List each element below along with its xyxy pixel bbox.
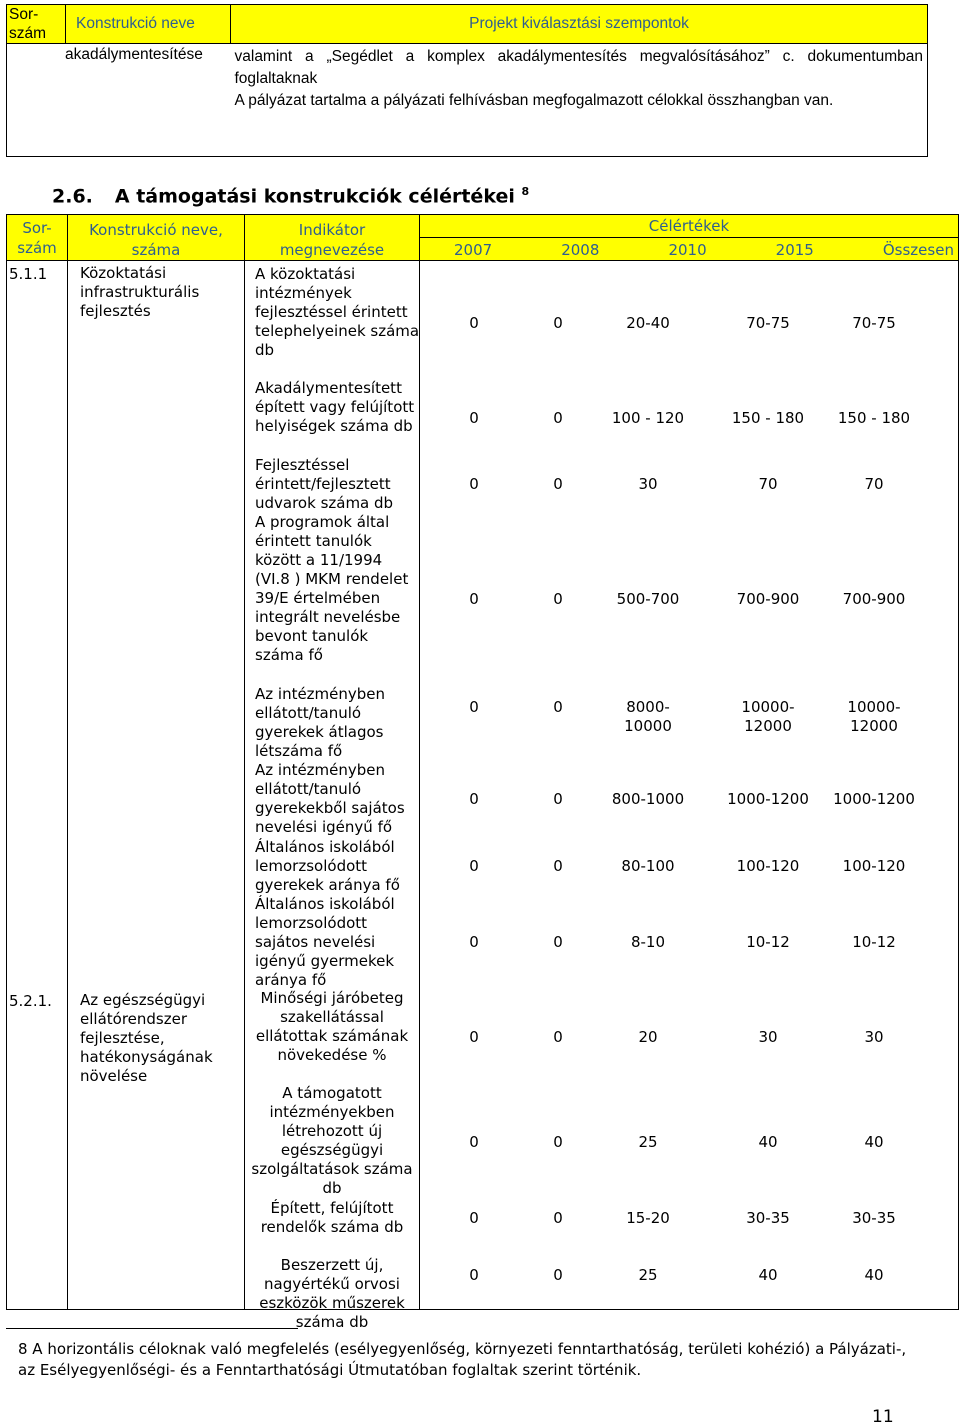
value-cell: 0: [469, 475, 479, 493]
value-cell: 0: [469, 1266, 479, 1284]
indikator-cell: Általános iskolából lemorzsolódott sajátos nevelési igényű gyermekek aránya fő: [255, 895, 395, 989]
value-cell: 8000- 10000: [624, 698, 672, 735]
value-cell: 0: [553, 698, 563, 716]
value-cell: 0: [553, 409, 563, 427]
year-total: Összesen: [882, 241, 954, 259]
value-cell: 30: [864, 1028, 884, 1046]
value-cell: 0: [553, 790, 563, 808]
criteria-first-cell: akadálymentesítése: [7, 44, 231, 157]
value-cell: 20: [638, 1028, 658, 1046]
value-cell: 70: [758, 475, 778, 493]
target-values-table: [6, 214, 959, 1331]
value-cell: 0: [553, 1209, 563, 1227]
indikator-cell: A közoktatási intézmények fejlesztéssel érintett telephelyeinek száma db: [255, 265, 420, 359]
value-cell: 70-75: [746, 314, 790, 332]
section-title: 2.6. A támogatási konstrukciók célértékei $^8$: [52, 185, 530, 208]
year-headers: [420, 238, 958, 260]
value-cell: 30: [758, 1028, 778, 1046]
value-cell: 1000-1200: [727, 790, 809, 808]
value-cell: 150 - 180: [731, 409, 805, 427]
group-1-name: Közoktatási infrastrukturális fejlesztés: [80, 264, 200, 320]
selection-criteria-table: [6, 4, 928, 157]
value-cell: 0: [553, 590, 563, 608]
indikator-cell: Általános iskolából lemorzsolódott gyerekek aránya fő: [255, 838, 400, 894]
year-2007: 2007: [454, 241, 493, 259]
value-cell: 0: [469, 1133, 479, 1151]
value-cell: 0: [553, 475, 563, 493]
value-cell: 0: [553, 857, 563, 875]
value-cell: 0: [469, 698, 479, 716]
value-cell: 0: [469, 790, 479, 808]
value-cell: 40: [864, 1133, 884, 1151]
sor-column: [7, 261, 68, 1310]
value-cell: 80-100: [621, 857, 675, 875]
value-cell: 800-1000: [611, 790, 685, 808]
celertekek-header: [420, 215, 959, 261]
value-cell: 70-75: [852, 314, 896, 332]
value-cell: 0: [553, 1266, 563, 1284]
value-cell: 0: [469, 590, 479, 608]
konstrukcio-column: [68, 261, 245, 1310]
value-cell: 10-12: [746, 933, 790, 951]
value-cell: 0: [469, 314, 479, 332]
value-cell: 30-35: [852, 1209, 896, 1227]
value-cell: 1000-1200: [833, 790, 915, 808]
indikator-column: [245, 261, 420, 1331]
value-cell: 30-35: [746, 1209, 790, 1227]
value-cell: 0: [553, 933, 563, 951]
group-1-sor: 5.1.1: [9, 265, 48, 283]
group-2-sor: 5.2.1.: [9, 992, 52, 1010]
value-cell: 0: [469, 1028, 479, 1046]
indikator-cell: A támogatott intézményekben létrehozott új egészségügyi szolgáltatások száma db: [251, 1084, 413, 1197]
value-cell: 0: [553, 314, 563, 332]
value-cell: 100-120: [736, 857, 800, 875]
group-2-name: Az egészségügyi ellátórendszer fejlesztése, hatékonyságának növelése: [80, 991, 213, 1085]
sor-header: Sor-szám: [7, 215, 68, 261]
year-2015: 2015: [775, 241, 814, 259]
celertekek-label: Célértékek: [420, 215, 958, 238]
value-cell: 700-900: [842, 590, 906, 608]
value-cell: 40: [758, 1133, 778, 1151]
value-cell: 0: [553, 1028, 563, 1046]
indikator-cell: Épített, felújított rendelők száma db: [260, 1199, 404, 1236]
value-cell: 10000- 12000: [847, 698, 901, 735]
year-2008: 2008: [561, 241, 600, 259]
value-cell: 100-120: [842, 857, 906, 875]
page-number: 11: [872, 1407, 894, 1427]
value-cell: 15-20: [626, 1209, 670, 1227]
value-cell: 30: [638, 475, 658, 493]
indikator-cell: Az intézményben ellátott/tanuló gyerekekből sajátos nevelési igényű fő: [255, 761, 405, 836]
value-cell: 25: [638, 1266, 658, 1284]
value-cell: 10-12: [852, 933, 896, 951]
value-cell: 40: [864, 1266, 884, 1284]
value-cell: 700-900: [736, 590, 800, 608]
value-cell: 0: [553, 1133, 563, 1151]
indikator-cell: Fejlesztéssel érintett/fejlesztett udvarok száma db: [255, 456, 394, 512]
criteria-line-1: valamint a „Segédlet a komplex akadálymentesítés megvalósításához” c. dokumentumban foglaltaknak: [234, 48, 923, 87]
criteria-line-2: A pályázat tartalma a pályázati felhívásban megfogalmazott célokkal összhangban van.: [234, 92, 834, 109]
value-cell: 500-700: [616, 590, 680, 608]
value-cell: 0: [469, 933, 479, 951]
value-cell: 20-40: [626, 314, 670, 332]
indikator-cell: Akadálymentesített épített vagy felújított helyiségek száma db: [255, 379, 415, 435]
value-cell: 150 - 180: [837, 409, 911, 427]
indikator-cell: Minőségi járóbeteg szakellátással ellátottak számának növekedése %: [255, 989, 409, 1064]
indikator-cell: Az intézményben ellátott/tanuló gyerekek átlagos létszáma fő: [255, 685, 386, 760]
value-cell: 40: [758, 1266, 778, 1284]
value-cell: 25: [638, 1133, 658, 1151]
value-cell: 0: [469, 409, 479, 427]
footnote-separator: [6, 1328, 298, 1329]
value-cell: 8-10: [630, 933, 666, 951]
value-cell: 10000- 12000: [741, 698, 795, 735]
konstrukcio-header: Konstrukció neve: [66, 5, 231, 44]
values-column: [420, 261, 959, 1310]
projekt-header: Projekt kiválasztási szempontok: [231, 5, 928, 44]
value-cell: 0: [469, 1209, 479, 1227]
value-cell: 0: [469, 857, 479, 875]
indikator-header: Indikátor megnevezése: [245, 215, 420, 261]
sor-header: Sor-szám: [7, 5, 66, 44]
year-2010: 2010: [668, 241, 707, 259]
konstrukcio-header: Konstrukció neve, száma: [68, 215, 245, 261]
value-cell: 100 - 120: [611, 409, 685, 427]
indikator-cell: Beszerzett új, nagyértékű orvosi eszközök műszerek száma db: [259, 1256, 405, 1331]
criteria-text: [231, 44, 928, 157]
footnote: 8 A horizontális céloknak való megfelelés (esélyegyenlőség, környezeti fenntarthatóság, területi kohézió) a Pályázati-, az Esélyegyenlőségi- és a Fenntarthatósági Útmutatóban foglaltak szerint történik.: [18, 1340, 907, 1379]
indikator-cell: A programok által érintett tanulók között a 11/1994 (VI.8 ) MKM rendelet 39/E értelmében integrált nevelésbe bevont tanulók száma fő: [255, 513, 409, 664]
value-cell: 70: [864, 475, 884, 493]
